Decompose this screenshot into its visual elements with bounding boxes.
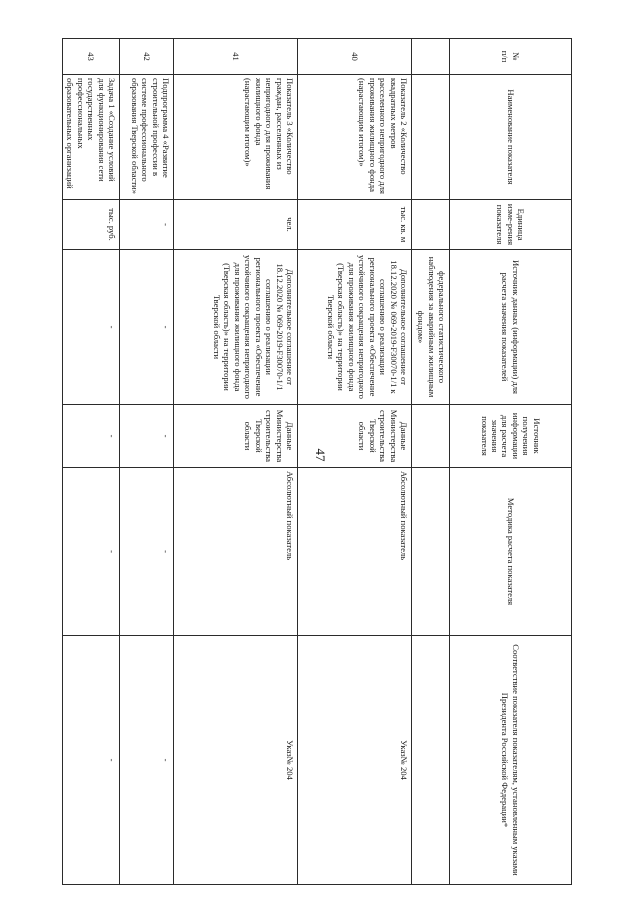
cell-compliance: Указ№ 204 [174, 636, 298, 885]
table-row [120, 39, 174, 885]
header-unit: Единица изме-рения показателя [450, 200, 572, 250]
cell-compliance: Указ№ 204 [298, 636, 412, 885]
cell-num: 42 [120, 39, 174, 75]
header-method: Методика расчета показателя [450, 468, 572, 636]
cell-method [412, 468, 450, 636]
cell-origin: Данные Министерства строительства Тверской области [174, 405, 298, 468]
cell-method: - [62, 468, 119, 636]
cell-unit: чел. [174, 200, 298, 250]
cell-num: 43 [62, 39, 119, 75]
header-source: Источник данных (информации) для расчета значения показателей [450, 250, 572, 405]
cell-name: Показатель 2 «Количество квадратных метров расселенного непригодного для проживания жилищного фонда (нарастающим итогом)» [298, 75, 412, 200]
header-origin: Источник получения информации для расчета значения показателя [450, 405, 572, 468]
table-row [298, 39, 412, 885]
cell-num: 41 [174, 39, 298, 75]
cell-source: - [120, 250, 174, 405]
header-name: Наименование показателя [450, 75, 572, 200]
cell-source: федерального статистического наблюдения за аварийным жилищным фондом» [412, 250, 450, 405]
table-row [62, 39, 119, 885]
cell-num: 40 [298, 39, 412, 75]
cell-name: Подпрограмма 4 «Развитие строительной профессии в системе профессионального образования Тверской области» [120, 75, 174, 200]
page-number: 47 [313, 448, 328, 462]
cell-source: Дополнительное соглашение от 18.12.2020 № 069-2019-F30070-1/1 соглашению о реализации регионального проекта «Обеспечение устойчивого сокращения непригодного для проживания жилищного фонда (Тверская область)» на территории Тверской области [174, 250, 298, 405]
cell-unit: тыс. руб. [62, 200, 119, 250]
cell-origin: Данные Министерства строительства Тверской области [298, 405, 412, 468]
cell-origin: - [62, 405, 119, 468]
indicator-table [62, 38, 572, 885]
indicator-table-sheet [65, 38, 572, 884]
cell-unit [412, 200, 450, 250]
cell-source: Дополнительное соглашение от 18.12.2020 № 069-2019-F30070-1/1 к соглашению о реализации регионального проекта «Обеспечение устойчивого сокращения непригодного для проживания жилищного фонда (Тверская область)» на территории Тверской области [298, 250, 412, 405]
table-row [174, 39, 298, 885]
cell-compliance [412, 636, 450, 885]
cell-origin [412, 405, 450, 468]
cell-unit: - [120, 200, 174, 250]
cell-name [412, 75, 450, 200]
header-compliance: Соответствие показателя показателям, установленным указами Президента Российской Федерации* [450, 636, 572, 885]
cell-name: Показатель 3 «Количество граждан, расселенных из непригодного для проживания жилищного фонда (нарастающим итогом)» [174, 75, 298, 200]
table-header-row [450, 39, 572, 885]
cell-method: - [120, 468, 174, 636]
header-num: № п/п [450, 39, 572, 75]
cell-name: Задача 1 «Создание условий для функционирования сети государственных профессиональных образовательных организаций [62, 75, 119, 200]
cell-compliance: - [120, 636, 174, 885]
table-row [412, 39, 450, 885]
cell-num [412, 39, 450, 75]
cell-origin: - [120, 405, 174, 468]
cell-source: - [62, 250, 119, 405]
cell-unit: тыс. кв. м [298, 200, 412, 250]
cell-method: Абсолютный показатель [174, 468, 298, 636]
cell-method: Абсолютный показатель [298, 468, 412, 636]
cell-compliance: - [62, 636, 119, 885]
